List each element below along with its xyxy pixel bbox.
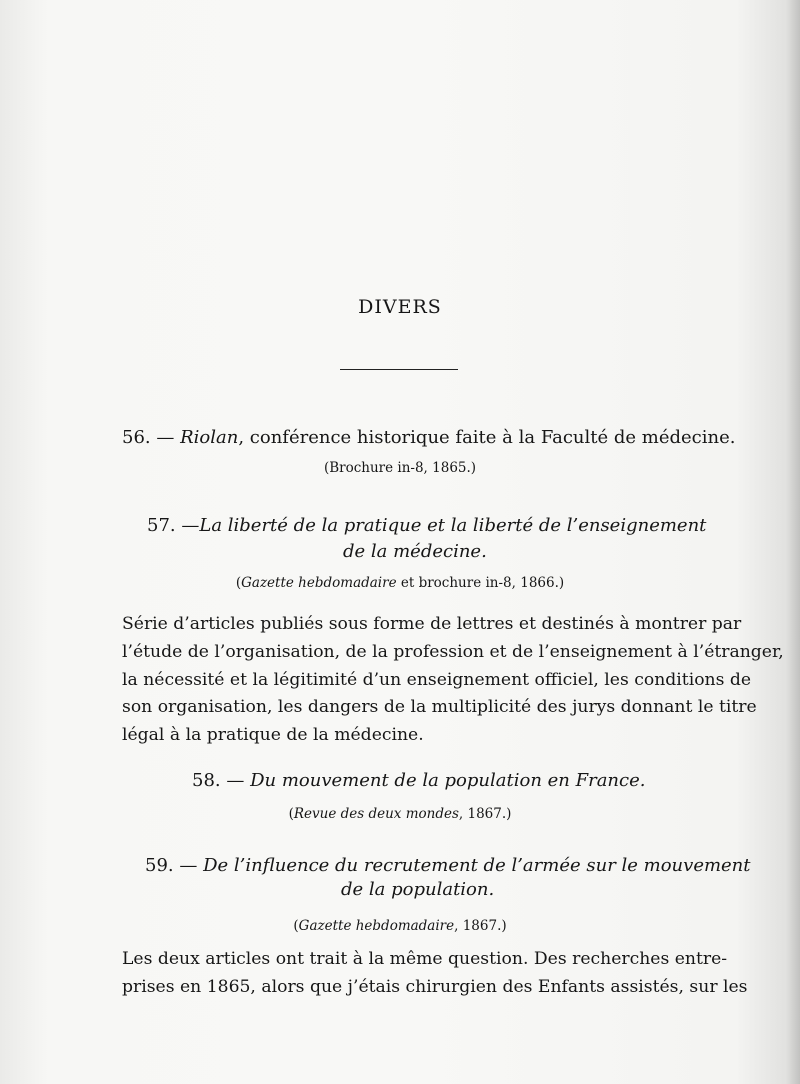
paragraph-57-line: la nécessité et la légitimité d’un enseignement officiel, les conditions de: [122, 669, 752, 690]
entry-58: [192, 767, 645, 795]
entry-58-number: 58. —: [192, 770, 245, 791]
paragraph-57: [122, 611, 784, 750]
entry-59-source: [0, 918, 800, 934]
entry-57-source-rest: et brochure in-8, 1866.): [396, 575, 565, 591]
entry-56-source-text: (Brochure in-8, 1865.): [323, 460, 477, 476]
entry-59-number: 59. —: [145, 855, 198, 876]
paragraph-57-line: Série d’articles publiés sous forme de lettres et destinés à montrer par: [122, 614, 742, 634]
entry-57-source-open: (: [235, 575, 242, 591]
entry-59-line2: [341, 876, 494, 904]
entry-59-source-rest: , 1867.): [454, 918, 507, 934]
entry-56-source: [0, 460, 800, 476]
entry-58-source-journal: Revue des deux mondes: [293, 806, 459, 822]
entry-56-title-rest: , conférence historique faite à la Faculté de médecine.: [238, 427, 736, 448]
entry-56-title: Riolan: [180, 427, 239, 448]
entry-59-source-journal: Gazette hebdomadaire: [298, 918, 455, 934]
entry-59-title-line2: de la population.: [341, 879, 495, 900]
entry-58-title: Du mouvement de la population en France.: [250, 770, 646, 791]
paragraph-57-line: légal à la pratique de la médecine.: [122, 725, 424, 746]
entry-58-source-rest: , 1867.): [458, 806, 512, 822]
paragraph-59: [122, 946, 748, 1002]
entry-58-source-open: (: [288, 806, 294, 822]
entry-57-number: 57. —: [147, 515, 200, 536]
heading-rule: [340, 369, 458, 370]
entry-57-title-line1: La liberté de la pratique et la liberté de l’enseignement: [199, 515, 707, 536]
entry-58-source: [0, 806, 800, 822]
entry-57: [147, 512, 706, 540]
entry-56-number: 56. —: [122, 427, 175, 448]
entry-59-source-open: (: [293, 918, 299, 934]
entry-57-source-journal: Gazette hebdomadaire: [241, 575, 397, 591]
entry-57-line2: [343, 538, 487, 566]
entry-57-source: [0, 575, 800, 591]
section-heading: DIVERS: [358, 296, 442, 318]
entry-59-title-line1: De l’influence du recrutement de l’armée sur le mouvement: [203, 855, 751, 876]
paragraph-57-line: son organisation, les dangers de la multiplicité des jurys donnant le titre: [122, 697, 757, 718]
entry-57-title-line2: de la médecine.: [343, 541, 487, 562]
paragraph-57-line: l’étude de l’organisation, de la profession et de l’enseignement à l’étranger,: [122, 641, 784, 662]
paragraph-59-line: Les deux articles ont trait à la même question. Des recherches entre-: [122, 949, 728, 969]
paragraph-59-line: prises en 1865, alors que j’étais chirurgien des Enfants assistés, sur les: [122, 976, 748, 997]
entry-56: [122, 424, 735, 452]
